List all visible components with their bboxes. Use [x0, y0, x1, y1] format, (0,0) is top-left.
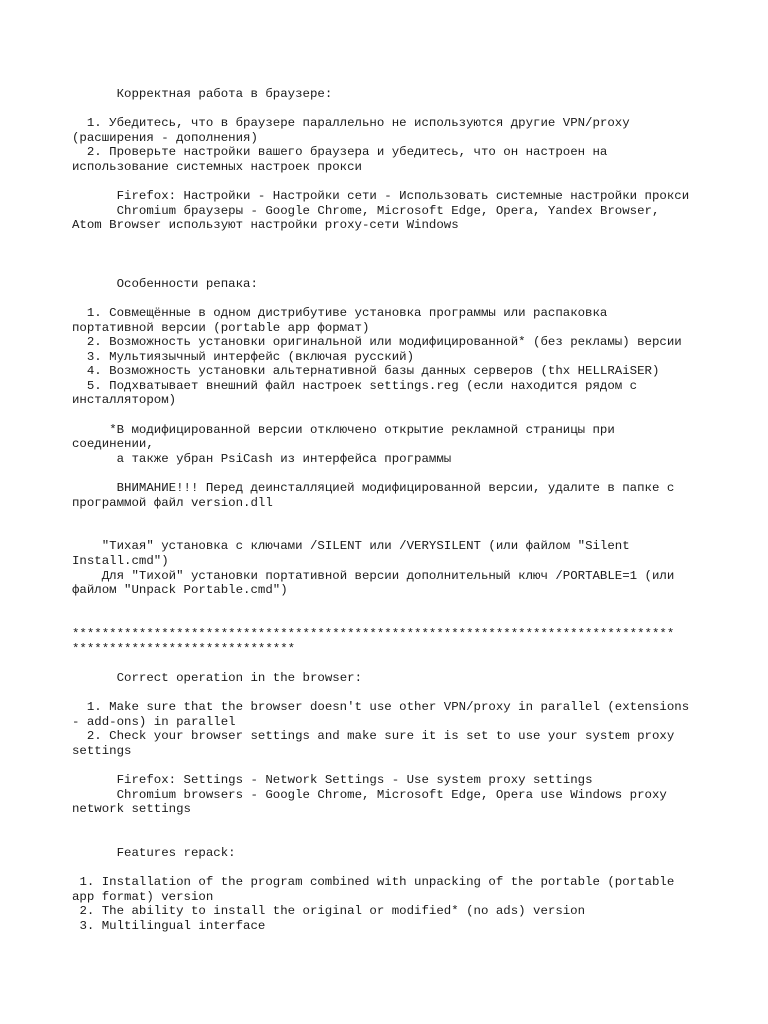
document-line: 2. Возможность установки оригинальной или модифицированной* (без рекламы) версии — [72, 335, 682, 350]
document-line — [72, 233, 712, 248]
document-line: соединении, — [72, 437, 154, 452]
document-line: а также убран PsiCash из интерфейса программы — [72, 451, 452, 466]
document-line: Features repack: — [72, 845, 236, 860]
document-line — [72, 598, 712, 613]
document-line: Install.cmd") — [72, 554, 169, 568]
document-line: ВНИМАНИЕ!!! Перед деинсталляцией модифицированной версии, удалите в папке с — [72, 481, 675, 496]
document-line: 1. Убедитесь, что в браузере параллельно не используются другие VPN/proxy — [72, 116, 630, 131]
document-line — [72, 817, 712, 832]
document-line: 1. Make sure that the browser doesn't use other VPN/proxy in parallel (extensions — [72, 699, 690, 714]
document-line: Firefox: Settings - Network Settings - Use system proxy settings — [72, 772, 593, 787]
document-line: 4. Возможность установки альтернативной базы данных серверов (thx HELLRAiSER) — [72, 364, 660, 379]
document-line: Для "Тихой" установки портативной версии дополнительный ключ /PORTABLE=1 (или — [72, 568, 675, 583]
document-line — [72, 525, 712, 540]
document-line: network settings — [72, 802, 191, 817]
document-line: 2. Проверьте настройки вашего браузера и убедитесь, что он настроен на — [72, 145, 608, 160]
document-line: Firefox: Настройки - Настройки сети - Использовать системные настройки прокси — [72, 189, 690, 204]
document-line — [72, 685, 712, 700]
document-line: Chromium браузеры - Google Chrome, Microsoft Edge, Opera, Yandex Browser, — [72, 203, 660, 218]
document-line: *В модифицированной версии отключено открытие рекламной страницы при — [72, 422, 615, 437]
document-line: инсталлятором) — [72, 393, 177, 408]
document-line: - add-ons) in parallel — [72, 714, 236, 729]
document-line: 3. Multilingual interface — [72, 918, 266, 933]
document-line: 5. Подхватывает внешний файл настроек settings.reg (если находится рядом с — [72, 378, 638, 393]
document-line: 2. The ability to install the original or modified* (no ads) version — [72, 904, 586, 919]
document-line: "Тихая" установка с ключами /SILENT или /VERYSILENT (или файлом "Silent — [72, 539, 630, 554]
document-text — [72, 87, 712, 933]
document-line: Correct operation in the browser: — [72, 670, 362, 685]
document-line: settings — [72, 743, 132, 758]
document-line: (расширения - дополнения) — [72, 130, 258, 145]
document-line: ****************************** — [72, 641, 296, 656]
document-line: Chromium browsers - Google Chrome, Microsoft Edge, Opera use Windows proxy — [72, 787, 667, 802]
document-line: 3. Мультиязычный интерфейс (включая русский) — [72, 349, 415, 364]
document-line — [72, 612, 712, 627]
document-line: 1. Совмещённые в одном дистрибутиве установка программы или распаковка — [72, 305, 608, 320]
document-line — [72, 510, 712, 525]
document-line — [72, 291, 712, 306]
document-line — [72, 262, 712, 277]
document-line: 1. Installation of the program combined with unpacking of the portable (portable — [72, 875, 675, 890]
document-line — [72, 466, 712, 481]
document-line — [72, 656, 712, 671]
document-line — [72, 248, 712, 263]
document-line: Особенности репака: — [72, 276, 258, 291]
document-line — [72, 860, 712, 875]
document-line: ********************************************************************************* — [72, 626, 675, 641]
document-line: Корректная работа в браузере: — [72, 87, 333, 101]
document-line — [72, 758, 712, 773]
document-line: программой файл version.dll — [72, 495, 273, 510]
document-line — [72, 102, 712, 117]
document-line — [72, 175, 712, 190]
document-line: Atom Browser используют настройки proxy-сети Windows — [72, 218, 459, 233]
document-line: портативной версии (portable app формат) — [72, 320, 370, 335]
document-line — [72, 831, 712, 846]
document-line: использование системных настроек прокси — [72, 159, 362, 174]
document-line: файлом "Unpack Portable.cmd") — [72, 583, 288, 598]
document-line: app format) version — [72, 889, 214, 904]
document-line: 2. Check your browser settings and make sure it is set to use your system proxy — [72, 729, 675, 744]
document-line — [72, 408, 712, 423]
